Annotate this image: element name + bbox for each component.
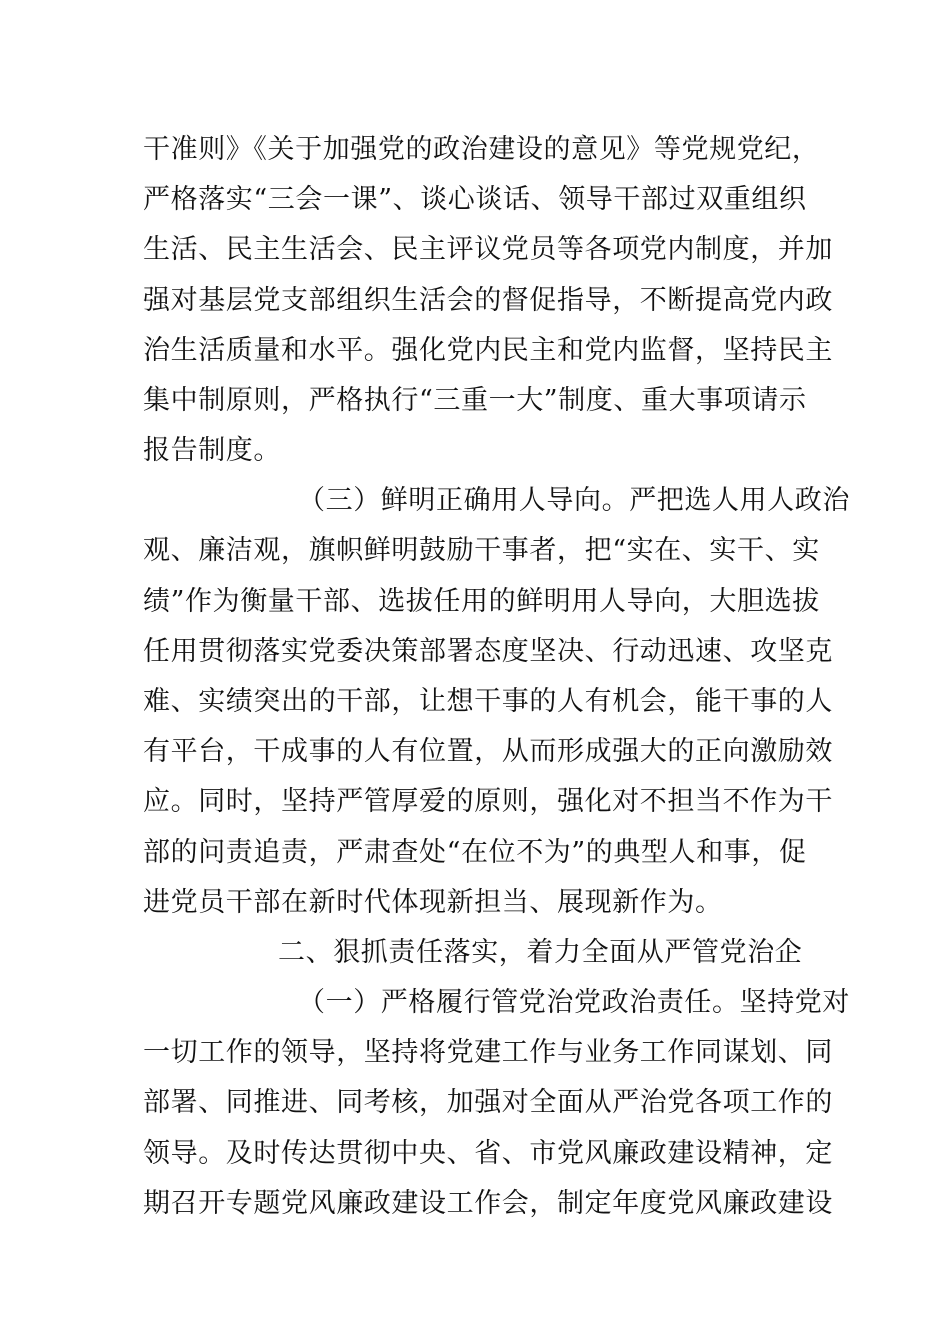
text-line: 进党员干部在新时代体现新担当、展现新作为。 bbox=[143, 887, 723, 918]
text-line: 强对基层党支部组织生活会的督促指导，不断提高党内政 bbox=[143, 285, 833, 316]
text-line: 难、实绩突出的干部，让想干事的人有机会，能干事的人 bbox=[143, 686, 833, 717]
text-line: 治生活质量和水平。强化党内民主和党内监督，坚持民主 bbox=[143, 335, 833, 366]
text-line: 应。同时，坚持严管厚爱的原则，强化对不担当不作为干 bbox=[143, 786, 833, 817]
text-line: 部的问责追责，严肃查处“在位不为”的典型人和事，促 bbox=[143, 837, 807, 868]
text-line: 严格落实“三会一课”、谈心谈话、领导干部过双重组织 bbox=[143, 184, 807, 215]
text-line: 领导。及时传达贯彻中央、省、市党风廉政建设精神，定 bbox=[143, 1138, 833, 1169]
section-heading-line: 二、狠抓责任落实，着力全面从严管党治企 bbox=[278, 937, 803, 968]
text-line: 有平台，干成事的人有位置，从而形成强大的正向激励效 bbox=[143, 736, 833, 767]
text-line: 生活、民主生活会、民主评议党员等各项党内制度，并加 bbox=[143, 234, 833, 265]
text-line: 一切工作的领导，坚持将党建工作与业务工作同谋划、同 bbox=[143, 1037, 833, 1068]
text-line: 期召开专题党风廉政建设工作会，制定年度党风廉政建设 bbox=[143, 1188, 833, 1219]
text-line: 报告制度。 bbox=[143, 435, 281, 466]
text-line: 干准则》《关于加强党的政治建设的意见》等党规党纪， bbox=[143, 134, 820, 165]
text-line: 部署、同推进、同考核，加强对全面从严治党各项工作的 bbox=[143, 1087, 833, 1118]
subsection-heading-line: （一）严格履行管党治党政治责任。坚持党对 bbox=[298, 987, 850, 1018]
text-line: 集中制原则，严格执行“三重一大”制度、重大事项请示 bbox=[143, 385, 807, 416]
text-line: 观、廉洁观，旗帜鲜明鼓励干事者，把“实在、实干、实 bbox=[143, 535, 820, 566]
subsection-heading-line: （三）鲜明正确用人导向。严把选人用人政治 bbox=[298, 485, 850, 516]
text-line: 绩”作为衡量干部、选拔任用的鲜明用人导向，大胆选拔 bbox=[143, 586, 820, 617]
text-line: 任用贯彻落实党委决策部署态度坚决、行动迅速、攻坚克 bbox=[143, 636, 833, 667]
